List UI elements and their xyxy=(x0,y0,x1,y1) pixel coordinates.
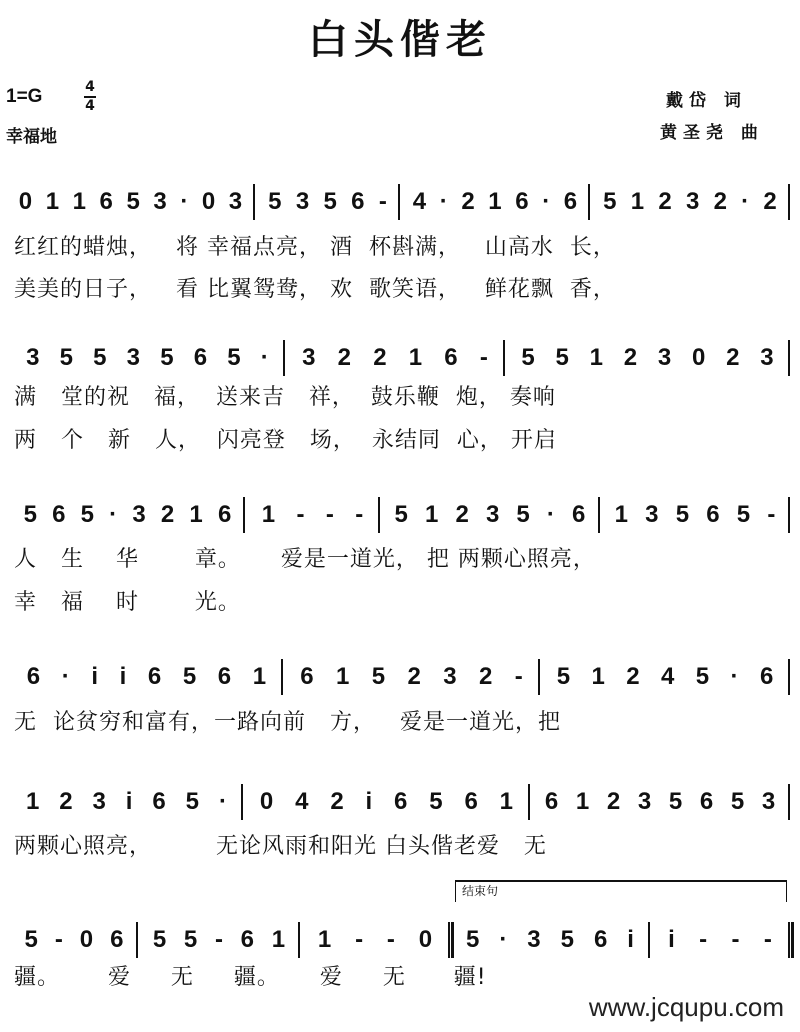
note: 6 xyxy=(300,663,314,690)
note: 3 xyxy=(645,501,659,528)
composer: 黄圣尧 曲 xyxy=(660,123,764,143)
note: 1 xyxy=(45,188,60,215)
note: 2 xyxy=(59,788,73,815)
note: 0 xyxy=(259,788,274,815)
note: 1 xyxy=(252,663,267,690)
note: 1 xyxy=(425,501,439,528)
note: 5 xyxy=(185,788,200,815)
note: 1 xyxy=(499,788,514,815)
note: i xyxy=(668,926,675,953)
note: · xyxy=(730,663,739,690)
mood-marking: 幸福地 xyxy=(6,127,57,147)
note: 1 xyxy=(589,344,603,371)
note: - xyxy=(214,926,223,953)
note: 1 xyxy=(335,663,350,690)
time-bottom: 4 xyxy=(85,98,95,114)
measure xyxy=(255,182,400,222)
note: 6 xyxy=(52,501,66,528)
note: 2 xyxy=(407,663,421,690)
note: · xyxy=(439,188,448,215)
note: 0 xyxy=(201,188,216,215)
note: 1 xyxy=(591,663,605,690)
lyric-line: 人 生 华 章。 爱是一道光， 把 两颗心照亮， xyxy=(14,547,596,572)
note: 6 xyxy=(706,501,720,528)
note: 3 xyxy=(761,788,776,815)
note: 2 xyxy=(373,344,387,371)
note: 6 xyxy=(563,188,578,215)
measure xyxy=(10,782,243,822)
bar-line xyxy=(788,184,790,220)
note: - xyxy=(731,926,740,953)
measure xyxy=(505,338,790,378)
note: - xyxy=(767,501,776,528)
note: 3 xyxy=(295,188,310,215)
note: 5 xyxy=(603,188,617,215)
note: 3 xyxy=(637,788,652,815)
note: - xyxy=(514,663,523,690)
note: 6 xyxy=(464,788,478,815)
measure xyxy=(243,782,530,822)
staff-row xyxy=(0,338,800,378)
note: 3 xyxy=(228,188,243,215)
staff-row xyxy=(0,920,800,960)
note: 6 xyxy=(759,663,774,690)
note: 5 xyxy=(695,663,710,690)
lyric-line: 无 论贫穷和富有，一路向前 方， 爱是一道光，把 xyxy=(14,710,561,735)
note: 5 xyxy=(516,501,530,528)
note: 6 xyxy=(152,788,166,815)
bar-line xyxy=(788,784,790,820)
measure xyxy=(138,920,300,960)
note: 0 xyxy=(18,188,33,215)
note: 6 xyxy=(544,788,559,815)
note: · xyxy=(546,501,555,528)
note: 3 xyxy=(685,188,700,215)
note: 2 xyxy=(160,501,175,528)
note: 2 xyxy=(713,188,727,215)
note: 6 xyxy=(351,188,365,215)
note: 0 xyxy=(418,926,433,953)
note: 6 xyxy=(444,344,458,371)
key-signature: 1=G xyxy=(6,86,43,107)
measure xyxy=(400,182,590,222)
measure xyxy=(285,338,505,378)
note: 6 xyxy=(394,788,408,815)
note: 1 xyxy=(72,188,86,215)
note: 5 xyxy=(429,788,443,815)
note: 3 xyxy=(26,344,40,371)
measure xyxy=(300,920,450,960)
note: 6 xyxy=(240,926,255,953)
note: 3 xyxy=(153,188,167,215)
note: 0 xyxy=(692,344,706,371)
note: 2 xyxy=(455,501,469,528)
staff-row xyxy=(0,782,800,822)
note: 5 xyxy=(160,344,174,371)
note: 5 xyxy=(23,501,37,528)
note: 5 xyxy=(183,926,198,953)
note: 2 xyxy=(763,188,777,215)
note: 3 xyxy=(126,344,141,371)
note: 5 xyxy=(227,344,241,371)
measure xyxy=(650,920,790,960)
lyric-line: 满 堂的祝 福， 送来吉 祥， 鼓乐鞭 炮， 奏响 xyxy=(14,385,556,410)
staff-row xyxy=(0,182,800,222)
bar-line xyxy=(788,659,790,695)
note: 2 xyxy=(337,344,351,371)
note: 2 xyxy=(479,663,493,690)
bar-line xyxy=(788,340,790,376)
note: 2 xyxy=(461,188,475,215)
note: - xyxy=(763,926,772,953)
note: 2 xyxy=(623,344,638,371)
measure xyxy=(6,182,255,222)
note: 5 xyxy=(93,344,107,371)
note: 1 xyxy=(614,501,628,528)
note: 1 xyxy=(408,344,423,371)
measure xyxy=(10,657,283,697)
note: i xyxy=(365,788,373,815)
measure xyxy=(10,495,245,535)
bar-line xyxy=(788,922,794,958)
note: 3 xyxy=(443,663,457,690)
lyric-line: 两颗心照亮， 无论风雨和阳光 白头偕老爱 无 xyxy=(14,834,547,859)
note: · xyxy=(260,344,269,371)
watermark: www.jcqupu.com xyxy=(588,992,784,1022)
lyric-line: 幸 福 时 光。 xyxy=(14,590,241,615)
note: 5 xyxy=(80,501,94,528)
note: 5 xyxy=(675,501,690,528)
note: · xyxy=(180,188,189,215)
note: 4 xyxy=(661,663,675,690)
note: 6 xyxy=(593,926,608,953)
note: 6 xyxy=(699,788,714,815)
note: - xyxy=(699,926,708,953)
note: 3 xyxy=(302,344,316,371)
note: - xyxy=(296,501,305,528)
note: 3 xyxy=(527,926,541,953)
note: 5 xyxy=(668,788,683,815)
lyric-line: 两 个 新 人， 闪亮登 场， 永结同 心， 开启 xyxy=(14,428,557,453)
note: 1 xyxy=(488,188,502,215)
note: 5 xyxy=(268,188,282,215)
note: · xyxy=(218,788,227,815)
note: i xyxy=(119,663,127,690)
lyric-line: 红红的蜡烛， 将 幸福点亮， 酒 杯斟满， 山高水 长， xyxy=(14,235,616,260)
note: 5 xyxy=(323,188,337,215)
note: 3 xyxy=(92,788,106,815)
measure xyxy=(450,920,650,960)
note: 5 xyxy=(560,926,574,953)
time-top: 4 xyxy=(85,79,95,95)
note: 5 xyxy=(736,501,751,528)
note: 2 xyxy=(726,344,740,371)
note: 6 xyxy=(26,663,41,690)
note: 4 xyxy=(412,188,427,215)
measure xyxy=(530,782,790,822)
note: 5 xyxy=(126,188,140,215)
note: 6 xyxy=(217,501,232,528)
note: 2 xyxy=(606,788,621,815)
measure xyxy=(380,495,600,535)
note: 3 xyxy=(760,344,774,371)
staff-row xyxy=(0,495,800,535)
note: - xyxy=(54,926,63,953)
measure xyxy=(10,920,138,960)
note: 5 xyxy=(371,663,386,690)
measure xyxy=(600,495,790,535)
note: - xyxy=(355,926,364,953)
note: - xyxy=(386,926,395,953)
note: i xyxy=(627,926,634,953)
note: 1 xyxy=(271,926,286,953)
note: i xyxy=(125,788,133,815)
note: · xyxy=(741,188,750,215)
note: 6 xyxy=(572,501,586,528)
note: 3 xyxy=(485,501,500,528)
note: 1 xyxy=(630,188,645,215)
note: 6 xyxy=(147,663,162,690)
note: 1 xyxy=(189,501,203,528)
note: - xyxy=(378,188,387,215)
note: 6 xyxy=(515,188,529,215)
note: - xyxy=(479,344,488,371)
note: 1 xyxy=(261,501,276,528)
note: 1 xyxy=(317,926,332,953)
note: · xyxy=(61,663,70,690)
note: 5 xyxy=(182,663,197,690)
note: 1 xyxy=(25,788,40,815)
note: 3 xyxy=(657,344,672,371)
note: 6 xyxy=(99,188,113,215)
note: · xyxy=(542,188,551,215)
note: 5 xyxy=(465,926,480,953)
note: 5 xyxy=(555,344,569,371)
note: 3 xyxy=(132,501,146,528)
measure xyxy=(590,182,790,222)
note: 5 xyxy=(24,926,38,953)
measure xyxy=(10,338,285,378)
note: 4 xyxy=(295,788,309,815)
lyricist: 戴岱 词 xyxy=(666,91,747,111)
staff-row xyxy=(0,657,800,697)
song-title: 白头偕老 xyxy=(308,17,492,63)
measure xyxy=(283,657,540,697)
note: 6 xyxy=(110,926,124,953)
note: 2 xyxy=(626,663,640,690)
lyric-line: 疆。 爱 无 疆。 爱 无 疆! xyxy=(14,965,487,990)
note: 1 xyxy=(575,788,590,815)
ending-bracket: 结束句 xyxy=(455,880,787,902)
lyric-line: 美美的日子， 看 比翼鸳鸯， 欢 歌笑语， 鲜花飘 香， xyxy=(14,277,616,302)
note: 0 xyxy=(79,926,94,953)
note: - xyxy=(325,501,334,528)
note: - xyxy=(355,501,364,528)
note: 5 xyxy=(152,926,167,953)
note: 5 xyxy=(394,501,408,528)
measure xyxy=(540,657,790,697)
note: 2 xyxy=(330,788,344,815)
note: · xyxy=(499,926,508,953)
note: i xyxy=(91,663,99,690)
bar-line xyxy=(788,497,790,533)
note: 5 xyxy=(730,788,745,815)
note: 6 xyxy=(217,663,232,690)
note: 6 xyxy=(193,344,208,371)
measure xyxy=(245,495,380,535)
note: · xyxy=(109,501,118,528)
note: 5 xyxy=(521,344,535,371)
note: 5 xyxy=(556,663,571,690)
note: 5 xyxy=(59,344,73,371)
time-signature xyxy=(84,80,96,114)
note: 2 xyxy=(658,188,672,215)
